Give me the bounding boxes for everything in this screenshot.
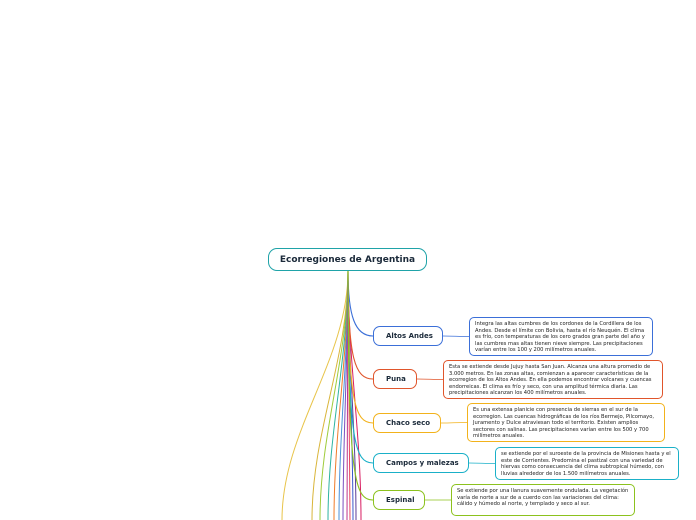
note-connector xyxy=(417,379,443,380)
topic-label: Altos Andes xyxy=(386,332,433,340)
note-text: Se extiende por una llanura suavemente ondulada. La vegetación varía de norte a sur de a cuerdo con las variaciones del clima: cálido y húmedo al norte, y templado y seco al sur. xyxy=(457,488,629,508)
topic-altos-andes[interactable] xyxy=(373,326,443,346)
note-campos-y-malezas xyxy=(495,447,679,480)
central-topic-label: Ecorregiones de Argentina xyxy=(279,254,416,265)
topic-label: Puna xyxy=(386,375,406,383)
branch-line xyxy=(348,271,373,336)
note-connector xyxy=(441,423,467,424)
note-text: Esta se extiende desde Jujuy hasta San Juan. Alcanza una altura promedio de 3.000 metros. En las zonas altas, comienzan a aparecer características de la ecorregion de los Altos Andes. En ella podemos encontrar volcanes y cuencas endorreicas. El clima es frío y seco, con una amplitud térmica diaria. Las precipitaciones alcanzan los 400 milímetros anuales. xyxy=(449,364,652,397)
topic-label: Chaco seco xyxy=(386,419,431,427)
topic-label: Campos y malezas xyxy=(386,459,459,467)
topic-puna[interactable] xyxy=(373,369,417,389)
note-puna xyxy=(443,360,663,399)
note-chaco-seco xyxy=(467,403,665,442)
branch-line xyxy=(312,271,348,520)
topic-label: Espinal xyxy=(386,496,415,504)
note-text: Integra las altas cumbres de los cordones de la Cordillera de los Andes. Desde el límite con Bolivia, hasta el río Neuquén. El clima es frío, con temperaturas de los cero grados gran parte del año y las cumbres mas altas tienen nieve siempre. Las precipitaciones varían entre los 100 y 200 milímetros anuales. xyxy=(475,321,645,354)
central-topic[interactable] xyxy=(268,248,427,271)
topic-campos-y-malezas[interactable] xyxy=(373,453,469,473)
note-connector xyxy=(443,336,469,337)
note-text: Es una extensa planicie con presencia de sierras en el sur de la ecorregion. Las cuencas hidrográficas de los ríos Bermejo, Pilcomayo, Juramento y Dulce atraviesan todo el territorio. Existen amplios sectores con salinas. Las precipitaciones varían entre los 500 y 700 milímetros anuales. xyxy=(473,407,655,440)
note-text: se extiende por el suroeste de la provincia de Misiones hasta y el este de Corrientes. Predomina el pastizal con una variedad de hiervas como consecuencia del clima subtropical húmedo, con lluvias alrededor de los 1.500 milímetros anuales. xyxy=(501,451,671,477)
note-altos-andes xyxy=(469,317,653,356)
note-espinal xyxy=(451,484,635,516)
topic-espinal[interactable] xyxy=(373,490,425,510)
note-connector xyxy=(469,463,495,464)
topic-chaco-seco[interactable] xyxy=(373,413,441,433)
